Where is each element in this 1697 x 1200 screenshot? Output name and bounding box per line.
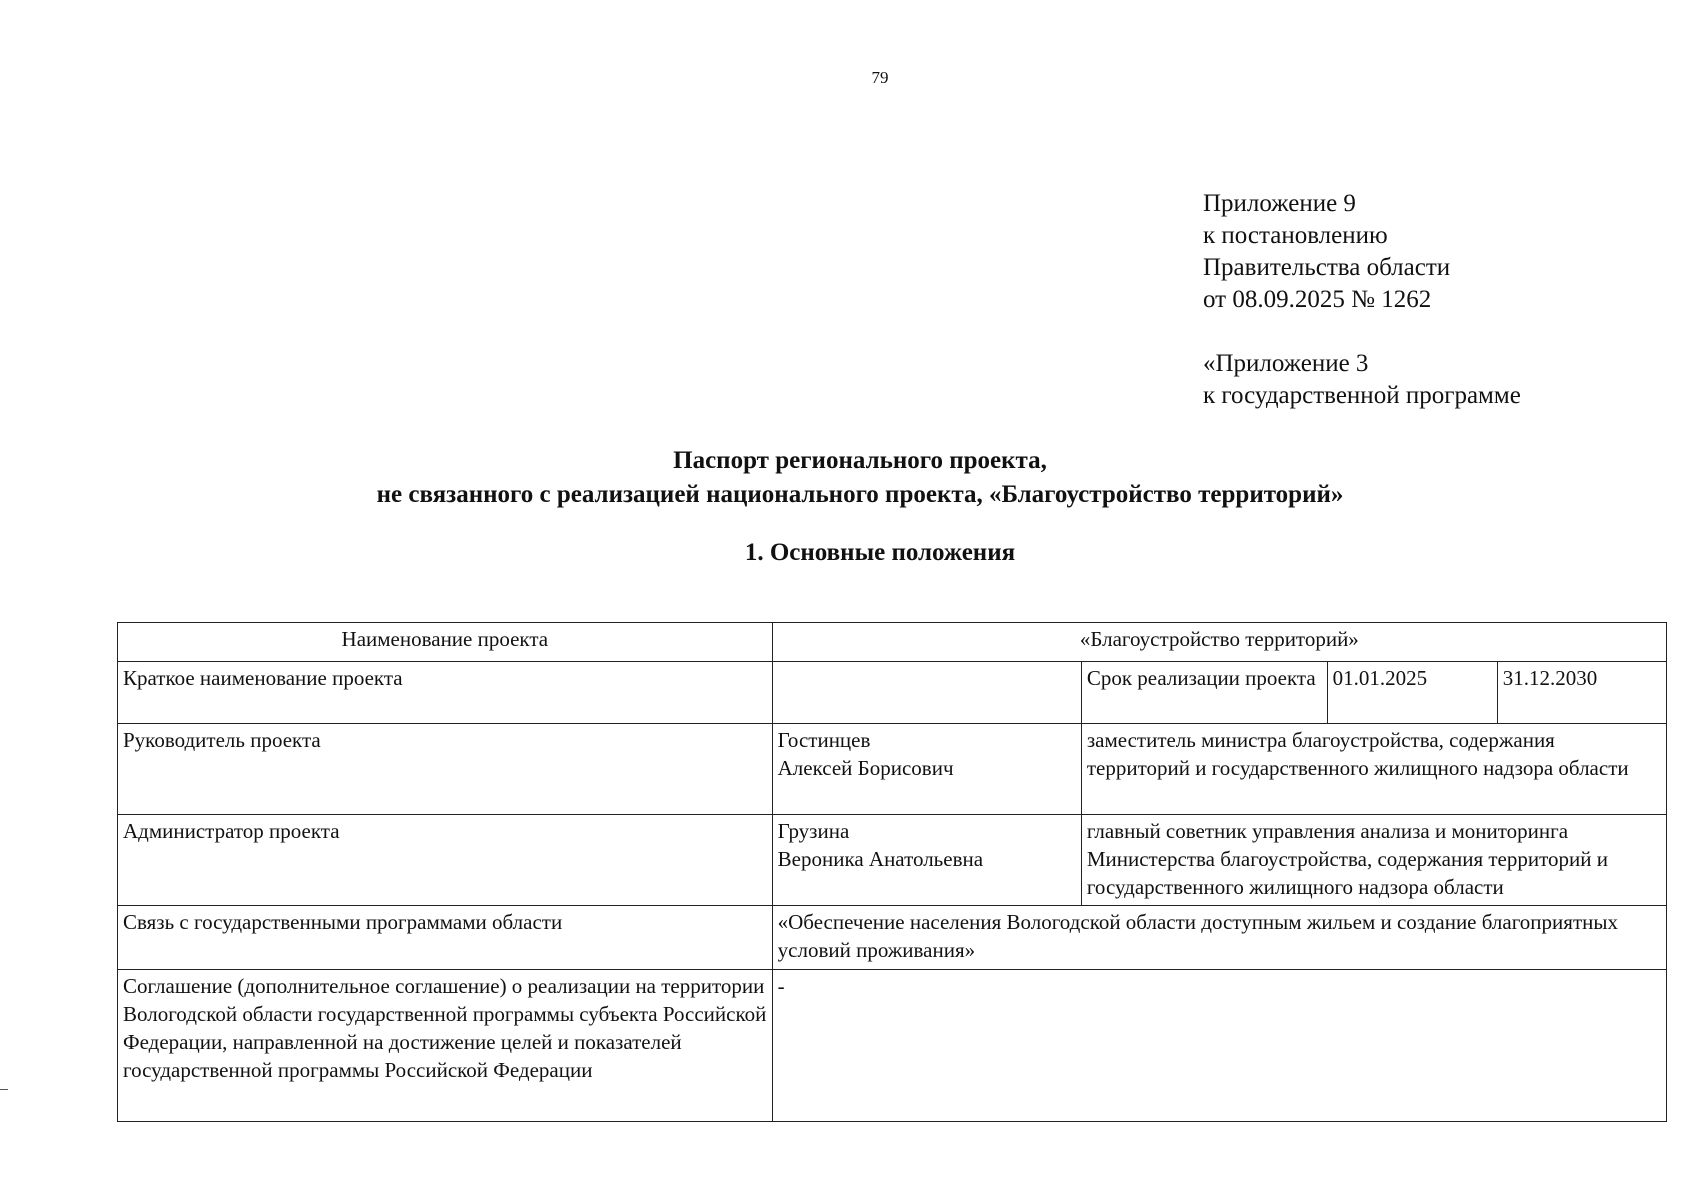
approval-line: к постановлению [1203, 222, 1388, 249]
term-label: Срок реализации проекта [1081, 662, 1327, 724]
project-name-value: «Благоустройство территорий» [772, 623, 1666, 662]
section-heading: 1. Основные положения [744, 539, 1016, 566]
head-name [772, 724, 1081, 815]
start-date: 01.01.2025 [1327, 662, 1497, 724]
short-name-value [772, 662, 1081, 724]
table-row [118, 662, 1667, 724]
scan-mark [0, 1089, 8, 1090]
agreement-value: - [772, 970, 1666, 1122]
head-given-names: Алексей Борисович [777, 756, 954, 780]
approval-line: «Приложение 3 [1203, 350, 1369, 377]
admin-name [772, 815, 1081, 906]
admin-given-names: Вероника Анатольевна [777, 847, 984, 871]
approval-line: Приложение 9 [1203, 190, 1356, 217]
head-surname: Гостинцев [777, 728, 871, 752]
table-row [118, 724, 1667, 815]
short-name-label: Краткое наименование проекта [118, 662, 773, 724]
approval-stamp [1203, 188, 1521, 412]
programs-value: «Обеспечение населения Вологодской области доступным жильем и создание благоприятных условий проживания» [772, 906, 1666, 970]
approval-line: от 08.09.2025 № 1262 [1203, 286, 1432, 313]
head-position: заместитель министра благоустройства, содержания территорий и государственного жилищного надзора области [1081, 724, 1666, 815]
document-title [0, 444, 1697, 512]
project-name-label: Наименование проекта [118, 623, 773, 662]
table-row [118, 970, 1667, 1122]
approval-spacer [1203, 316, 1521, 348]
approval-line: Правительства области [1203, 254, 1451, 281]
admin-position: главный советник управления анализа и мониторинга Министерства благоустройства, содержания территорий и государственного жилищного надзора области [1081, 815, 1666, 906]
approval-line: к государственной программе [1203, 382, 1521, 409]
admin-surname: Грузина [777, 819, 850, 843]
title-line: Паспорт регионального проекта, [673, 447, 1047, 474]
title-line: не связанного с реализацией национального проекта, «Благоустройство территорий» [376, 481, 1344, 508]
passport-table [117, 622, 1667, 1122]
end-date: 31.12.2030 [1497, 662, 1666, 724]
head-label: Руководитель проекта [118, 724, 773, 815]
admin-label: Администратор проекта [118, 815, 773, 906]
agreement-label: Соглашение (дополнительное соглашение) о реализации на территории Вологодской области государственной программы субъекта Российской Федерации, направленной на достижение целей и показателей государственной программы Российской Федерации [118, 970, 773, 1122]
programs-label: Связь с государственными программами области [118, 906, 773, 970]
page-number: 79 [871, 68, 889, 87]
table-row [118, 906, 1667, 970]
table-row [118, 815, 1667, 906]
table-row [118, 623, 1667, 662]
